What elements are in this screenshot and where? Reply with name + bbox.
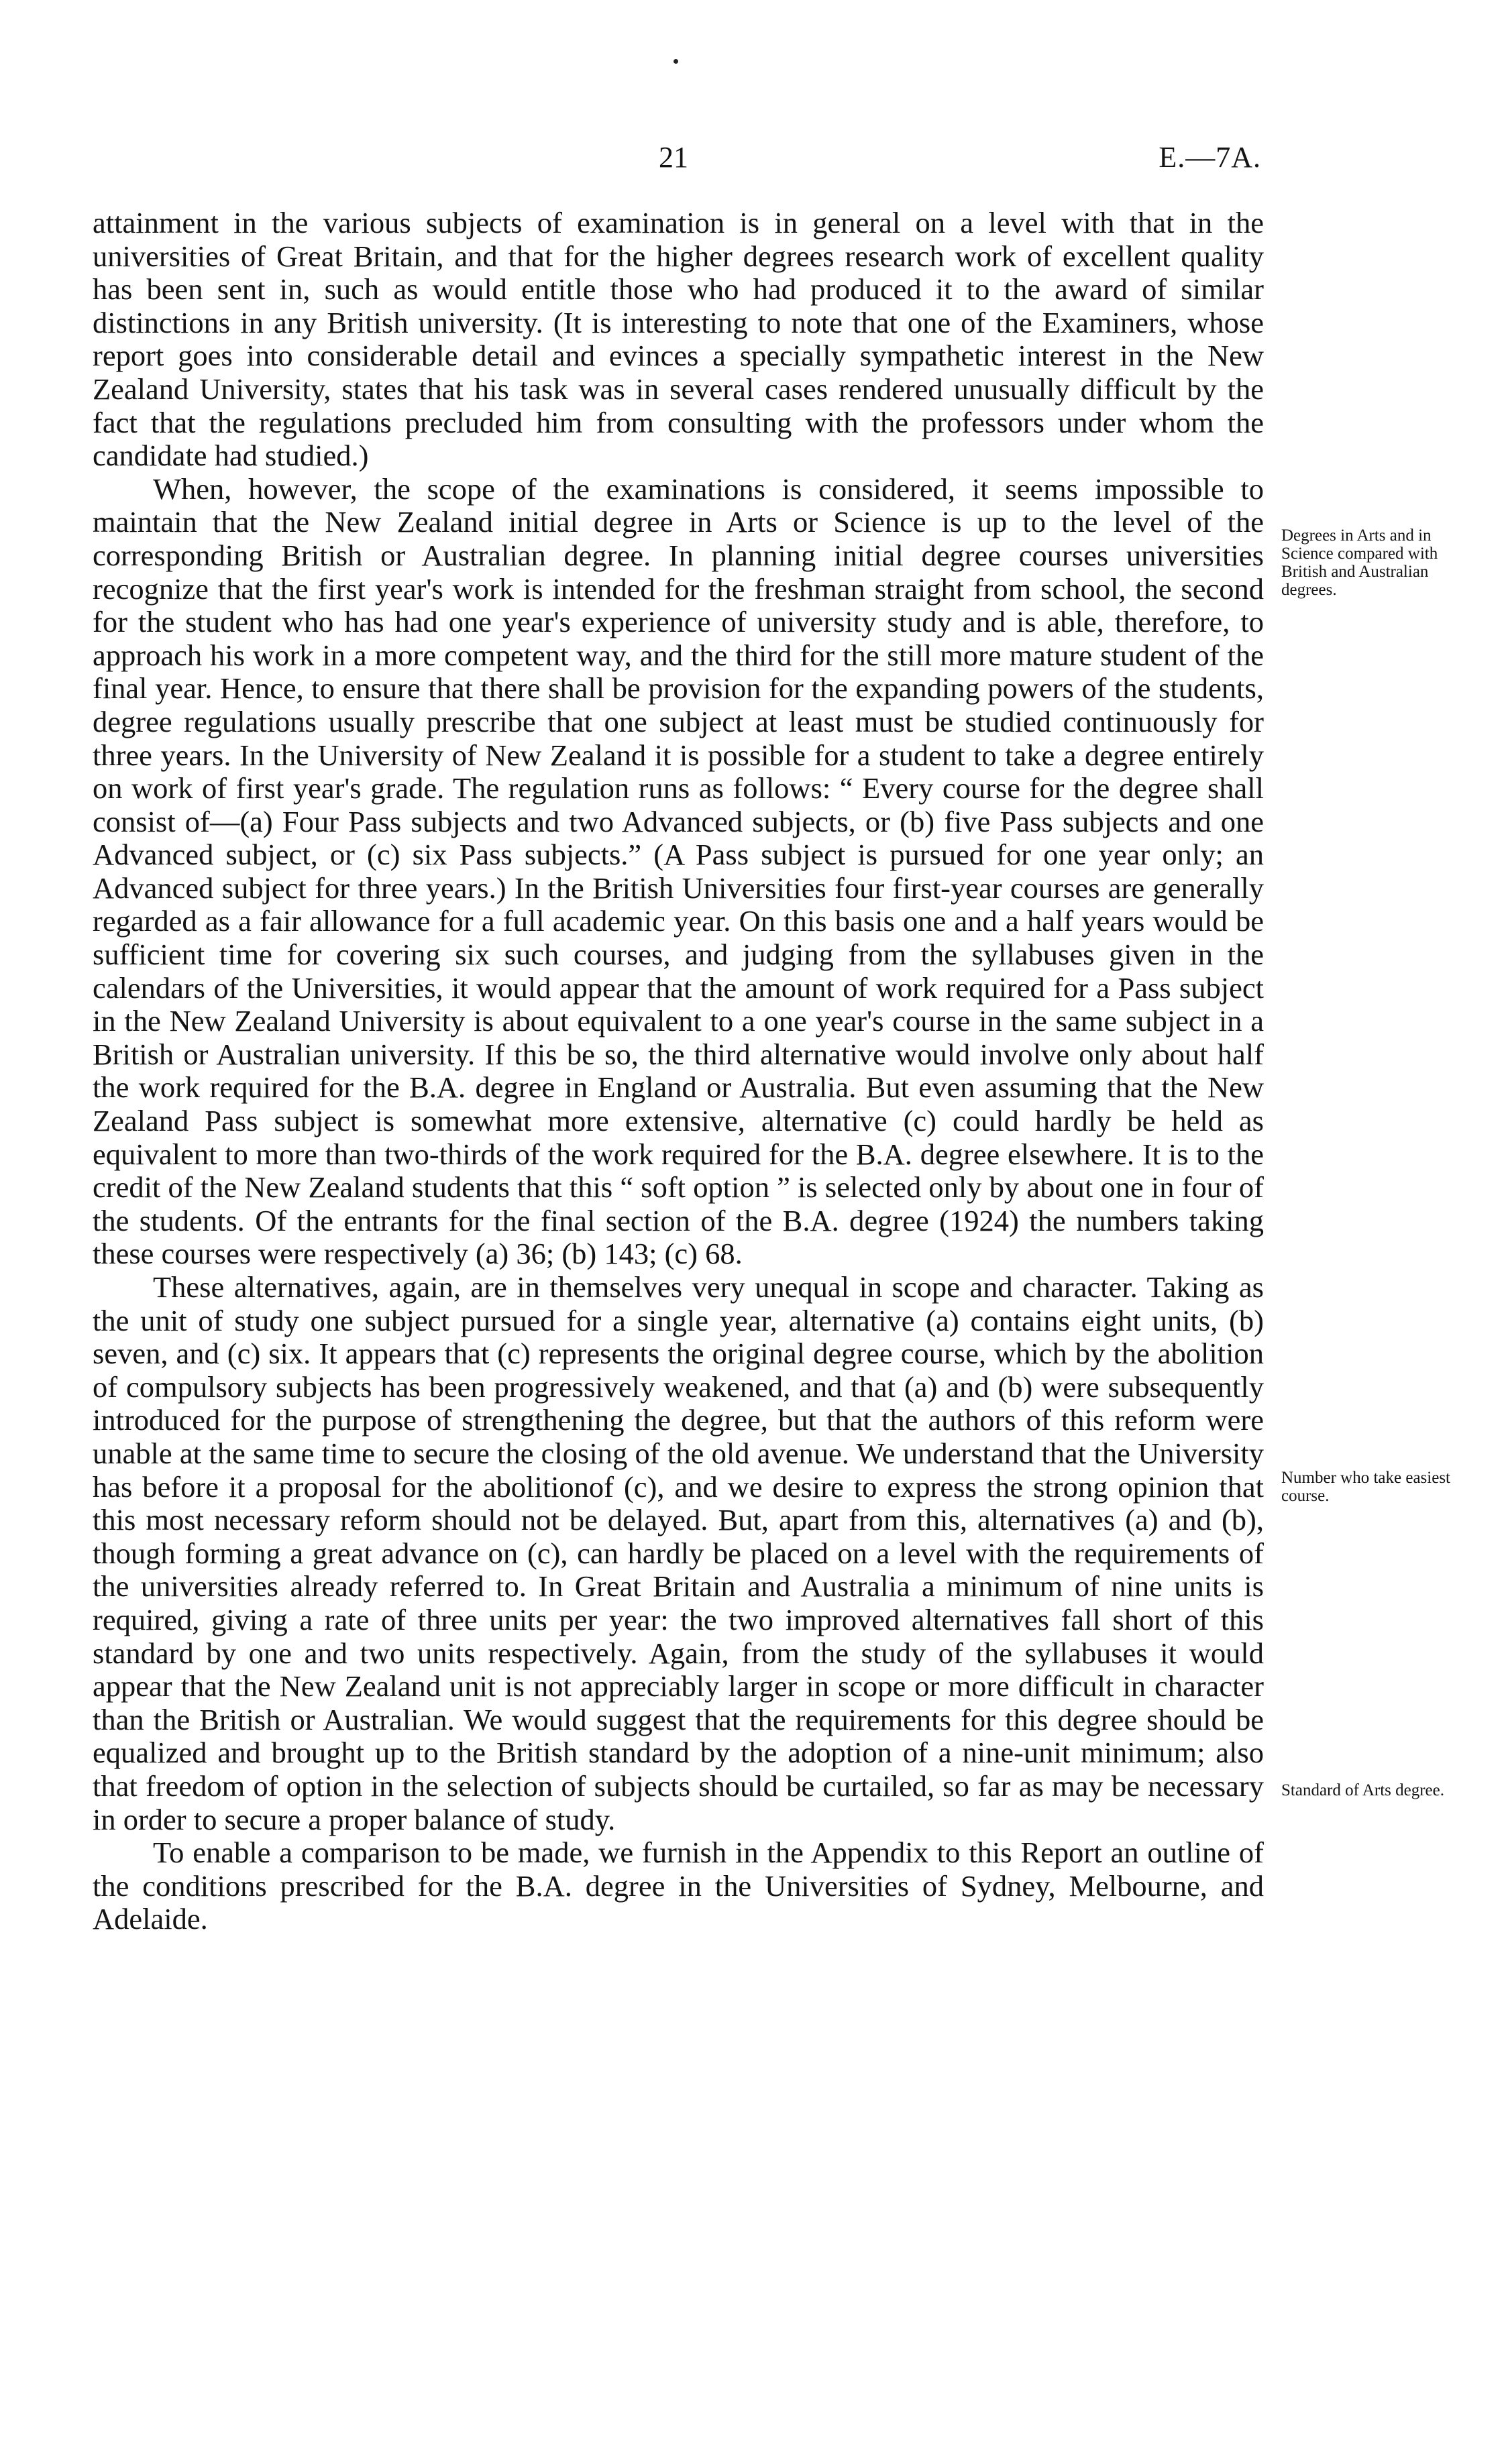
margin-note-standard-arts: Standard of Arts degree. [1281, 1781, 1444, 1799]
paragraph-scope: When, however, the scope of the examinations is considered, it seems impossible to maintain that the New Zealand initial degree in Arts or Science is up to the level of the corresponding British or Australian degree. In planning initial degree courses universities recognize that the first year's work is intended for the freshman straight from school, the second for the student who has had one year's experience of university study and is able, therefore, to approach his work in a more competent way, and the third for the still more mature student of the final year. Hence, to ensure that there shall be provision for the expanding powers of the students, degree regulations usually prescribe that one subject at least must be studied continuously for three years. In the University of New Zealand it is possible for a student to take a degree entirely on work of first year's grade. The regulation runs as follows: “ Every course for the degree shall consist of—(a) Four Pass subjects and two Advanced subjects, or (b) five Pass subjects and one Advanced subject, or (c) six Pass subjects.” (A Pass subject is pursued for one year only; an Advanced subject for three years.) In the British Universities four first-year courses are generally regarded as a fair allowance for a full academic year. On this basis one and a half years would be sufficient time for covering six such courses, and judging from the syllabuses given in the calendars of the Universities, it would appear that the amount of work required for a Pass subject in the New Zealand University is about equivalent to a one year's course in the same subject in a British or Australian university. If this be so, the third alternative would involve only about half the work required for the B.A. degree in England or Australia. But even assuming that the New Zealand Pass subject is somewhat more extensive, alternative (c) could hardly be held as equivalent to more than two-thirds of the work required for the B.A. degree elsewhere. It is to the credit of the New Zealand students that this “ soft option ” is selected only by about one in four of the students. Of the entrants for the final section of the B.A. degree (1924) the numbers taking these courses were respectively (a) 36; (b) 143; (c) 68. [93, 471, 1264, 1271]
paragraph-alternatives: These alternatives, again, are in themselves very unequal in scope and character. Taking as the unit of study one subject pursued for a single year, alternative (a) contains eight units, (b) seven, and (c) six. It appears that (c) represents the original degree course, which by the abolition of compulsory subjects has been progressively weakened, and that (a) and (b) were subsequently introduced for the purpose of strengthening the degree, but that the authors of this reform were unable at the same time to secure the closing of the old avenue. We understand that the University has before it a proposal for the abolitionof (c), and we desire to express the strong opinion that this most necessary reform should not be delayed. But, apart from this, alternatives (a) and (b), though forming a great advance on (c), can hardly be placed on a level with the requirements of the universities already referred to. In Great Britain and Australia a minimum of nine units is required, giving a rate of three units per year: the two improved alternatives fall short of this standard by one and two units respectively. Again, from the study of the syllabuses it would appear that the New Zealand unit is not appreciably larger in scope or more difficult in character than the British or Australian. We would suggest that the requirements for this degree should be equalized and brought up to the British standard by the adoption of a nine-unit minimum; also that freedom of option in the selection of subjects should be curtailed, so far as may be necessary in order to secure a proper balance of study. [93, 1270, 1264, 1836]
margin-note-degrees-compared: Degrees in Arts and in Science compared with British and Australian degrees. [1281, 526, 1438, 599]
margin-note-easiest-course: Number who take easiest course. [1281, 1469, 1451, 1505]
document-reference: E.—7A. [1159, 141, 1261, 174]
paragraph-appendix: To enable a comparison to be made, we furnish in the Appendix to this Report an outline of the conditions prescribed for the B.A. degree in the Universities of Sydney, Melbourne, and Adelaide. [93, 1836, 1264, 1936]
page-header [94, 137, 1261, 178]
paragraph-attainment: attainment in the various subjects of examination is in general on a level with that in the universities of Great Britain, and that for the higher degrees research work of excellent quality has been sent in, such as would entitle those who had produced it to the award of similar distinctions in any British university. (It is interesting to note that one of the Examiners, whose report goes into considerable detail and evinces a specially sympathetic interest in the New Zealand University, states that his task was in several cases rendered unusually difficult by the fact that the regulations precluded him from consulting with the professors under whom the candidate had studied.) [93, 206, 1264, 473]
page-dot-mark [674, 59, 678, 64]
page-number: 21 [659, 141, 688, 174]
main-text [93, 207, 1264, 1936]
